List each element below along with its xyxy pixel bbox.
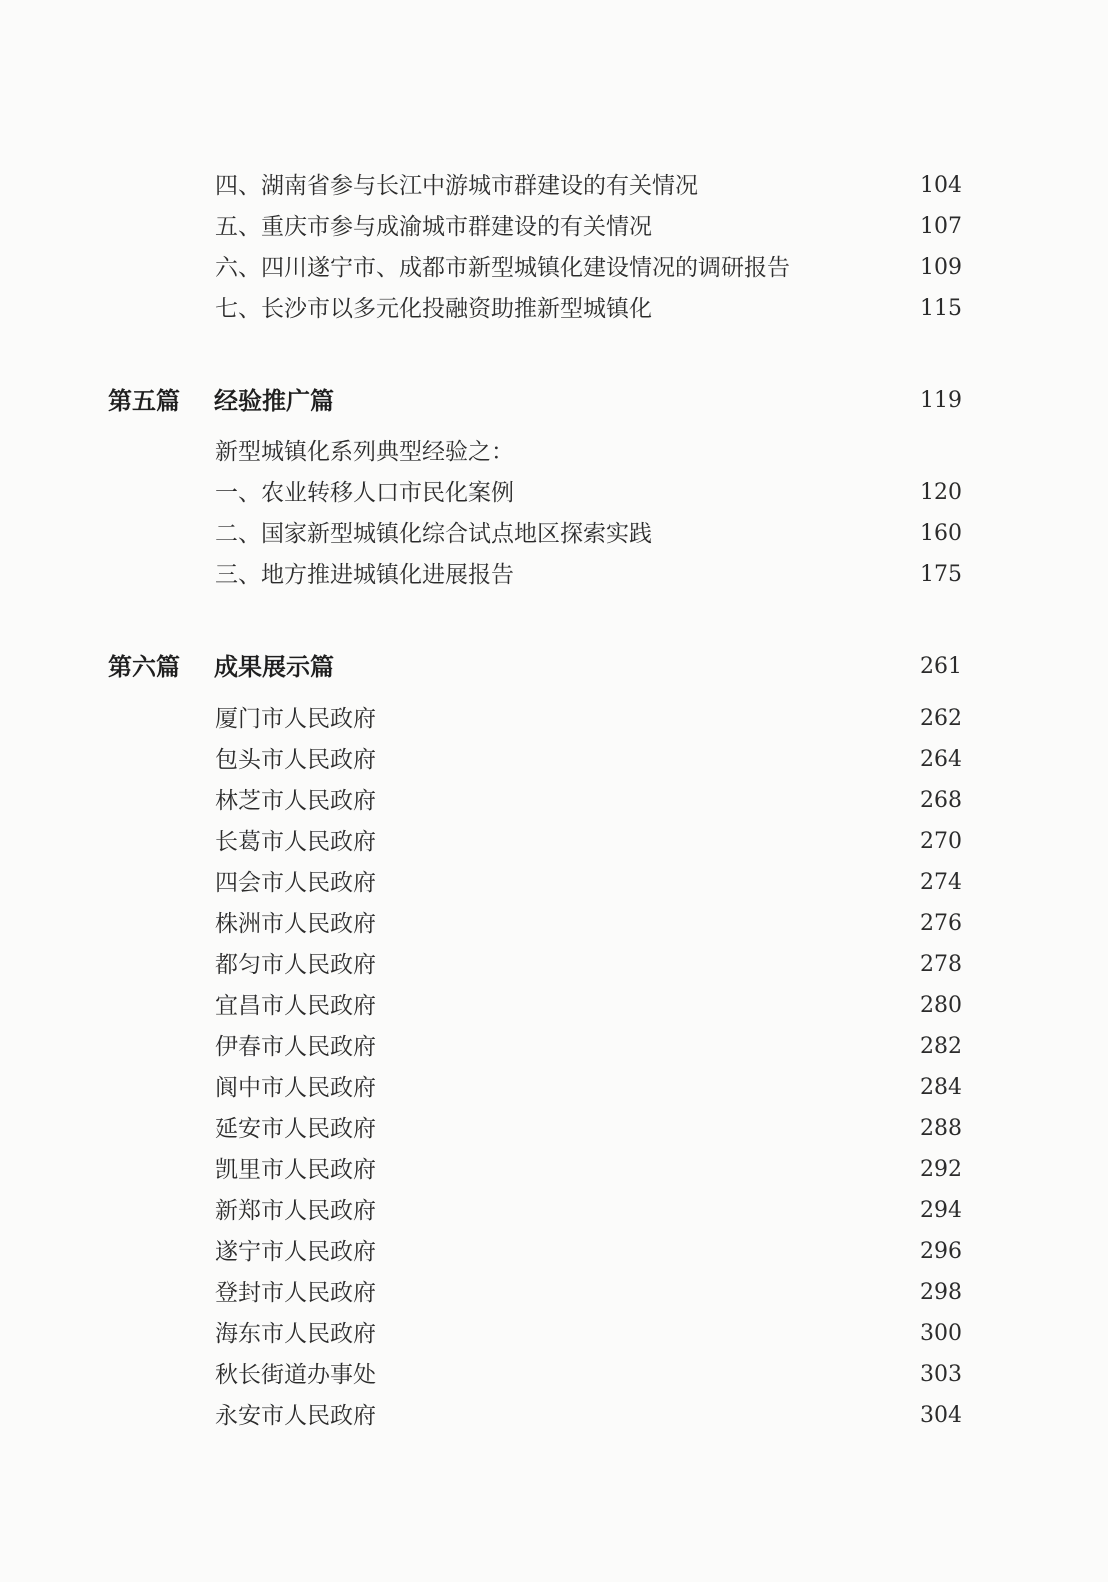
toc-entry[interactable]	[0, 1150, 1108, 1190]
toc-entry[interactable]	[0, 207, 1108, 247]
toc-entry-page: 264	[920, 747, 962, 772]
toc-entry[interactable]	[0, 1314, 1108, 1354]
toc-entry[interactable]	[0, 740, 1108, 780]
toc-entry[interactable]	[0, 555, 1108, 595]
toc-entry-title: 海东市人民政府	[215, 1321, 376, 1347]
toc-entry-title: 株洲市人民政府	[215, 911, 376, 937]
toc-entry-title: 二、国家新型城镇化综合试点地区探索实践	[215, 521, 652, 547]
toc-entry-page: 304	[920, 1403, 962, 1428]
toc-entry-title: 遂宁市人民政府	[215, 1239, 376, 1265]
toc-entry[interactable]	[0, 1109, 1108, 1149]
toc-entry-title: 三、地方推进城镇化进展报告	[215, 562, 514, 588]
toc-intro	[0, 432, 1108, 472]
toc-entry[interactable]	[0, 699, 1108, 739]
toc-entry-title: 永安市人民政府	[215, 1403, 376, 1429]
toc-entry-page: 160	[920, 521, 962, 546]
toc-entry[interactable]	[0, 1232, 1108, 1272]
toc-entry[interactable]	[0, 904, 1108, 944]
toc-entry[interactable]	[0, 1355, 1108, 1395]
toc-entry-page: 115	[920, 296, 962, 321]
toc-entry-title: 宜昌市人民政府	[215, 993, 376, 1019]
toc-entry[interactable]	[0, 822, 1108, 862]
toc-entry[interactable]	[0, 1396, 1108, 1436]
toc-entry-title: 包头市人民政府	[215, 747, 376, 773]
toc-entry-page: 298	[920, 1280, 962, 1305]
toc-intro-text: 新型城镇化系列典型经验之：	[215, 439, 514, 465]
toc-entry-title: 凯里市人民政府	[215, 1157, 376, 1183]
toc-entry-title: 一、农业转移人口市民化案例	[215, 480, 514, 506]
part-label: 第五篇	[108, 387, 180, 415]
toc-entry-title: 伊春市人民政府	[215, 1034, 376, 1060]
toc-entry-title: 都匀市人民政府	[215, 952, 376, 978]
toc-entry[interactable]	[0, 986, 1108, 1026]
toc-entry-title: 五、重庆市参与成渝城市群建设的有关情况	[215, 214, 652, 240]
toc-entry-page: 278	[920, 952, 962, 977]
toc-entry-title: 六、四川遂宁市、成都市新型城镇化建设情况的调研报告	[215, 255, 790, 281]
toc-entry[interactable]	[0, 1068, 1108, 1108]
toc-entry-title: 长葛市人民政府	[215, 829, 376, 855]
toc-entry-page: 282	[920, 1034, 962, 1059]
toc-entry-title: 新郑市人民政府	[215, 1198, 376, 1224]
toc-entry-page: 109	[920, 255, 962, 280]
toc-entry-page: 268	[920, 788, 962, 813]
toc-entry-title: 四会市人民政府	[215, 870, 376, 896]
toc-entry-page: 288	[920, 1116, 962, 1141]
toc-entry[interactable]	[0, 1191, 1108, 1231]
part-page: 119	[920, 388, 962, 413]
toc-entry-page: 280	[920, 993, 962, 1018]
toc-entry[interactable]	[0, 514, 1108, 554]
toc-entry-page: 294	[920, 1198, 962, 1223]
toc-entry-page: 107	[920, 214, 962, 239]
toc-entry[interactable]	[0, 289, 1108, 329]
toc-entry-title: 秋长街道办事处	[215, 1362, 376, 1388]
toc-entry[interactable]	[0, 945, 1108, 985]
part-name: 成果展示篇	[214, 653, 334, 681]
toc-entry-title: 七、长沙市以多元化投融资助推新型城镇化	[215, 296, 652, 322]
toc-entry[interactable]	[0, 863, 1108, 903]
toc-entry-title: 阆中市人民政府	[215, 1075, 376, 1101]
toc-entry-title: 四、湖南省参与长江中游城市群建设的有关情况	[215, 173, 698, 199]
toc-entry-page: 296	[920, 1239, 962, 1264]
toc-entry-title: 延安市人民政府	[215, 1116, 376, 1142]
toc-entry-page: 104	[920, 173, 962, 198]
toc-entry-page: 303	[920, 1362, 962, 1387]
toc-entry[interactable]	[0, 473, 1108, 513]
part-page: 261	[920, 654, 962, 679]
toc-entry[interactable]	[0, 1027, 1108, 1067]
toc-part-heading[interactable]	[0, 381, 1108, 421]
toc-entry-page: 274	[920, 870, 962, 895]
toc-entry-page: 270	[920, 829, 962, 854]
toc-entry-page: 300	[920, 1321, 962, 1346]
toc-entry-page: 276	[920, 911, 962, 936]
part-label: 第六篇	[108, 653, 180, 681]
toc-entry-title: 林芝市人民政府	[215, 788, 376, 814]
toc-entry-page: 175	[920, 562, 962, 587]
toc-entry[interactable]	[0, 166, 1108, 206]
toc-part-heading[interactable]	[0, 647, 1108, 687]
toc-entry[interactable]	[0, 781, 1108, 821]
part-name: 经验推广篇	[214, 387, 334, 415]
toc-entry-page: 284	[920, 1075, 962, 1100]
toc-entry-page: 120	[920, 480, 962, 505]
toc-entry-page: 292	[920, 1157, 962, 1182]
toc-entry[interactable]	[0, 1273, 1108, 1313]
toc-entry[interactable]	[0, 248, 1108, 288]
toc-entry-title: 厦门市人民政府	[215, 706, 376, 732]
toc-entry-title: 登封市人民政府	[215, 1280, 376, 1306]
toc-entry-page: 262	[920, 706, 962, 731]
